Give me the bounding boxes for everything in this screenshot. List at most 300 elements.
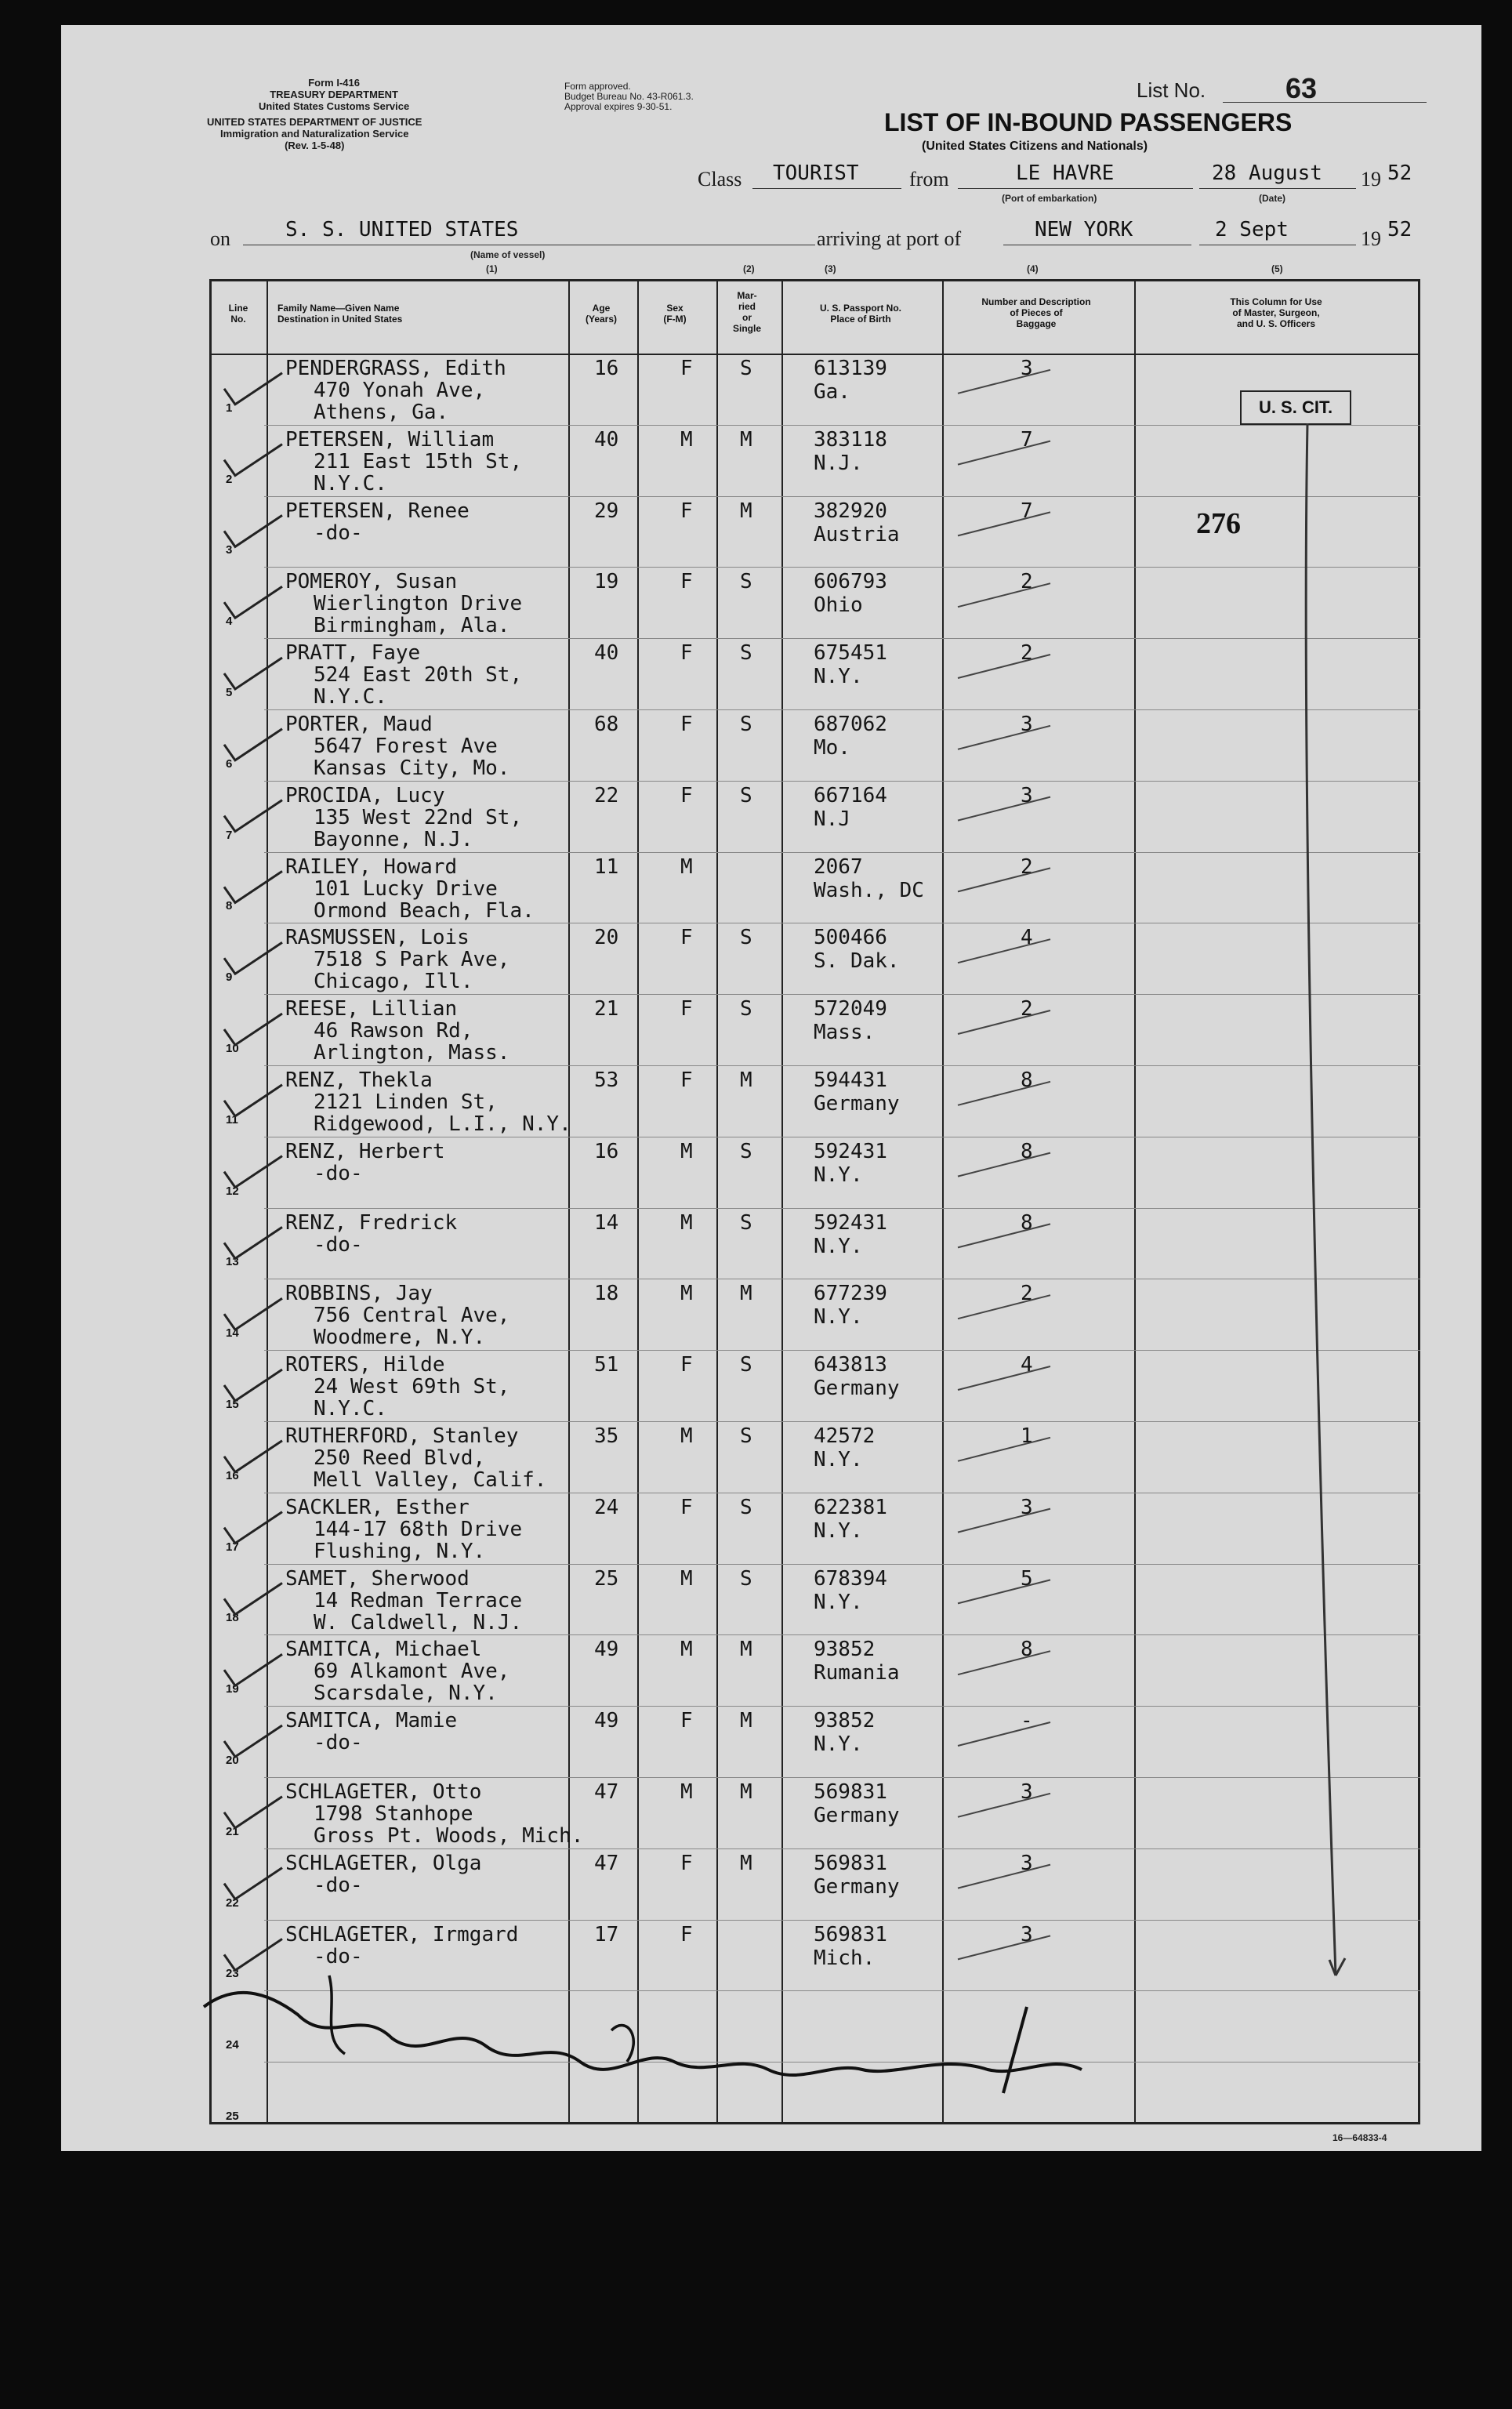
destination-line: Scarsdale, N.Y. xyxy=(314,1682,498,1705)
marital-status: M xyxy=(740,1282,752,1305)
age: 19 xyxy=(594,570,619,593)
col-header-text: Sex xyxy=(666,303,683,314)
row-divider xyxy=(264,2062,1420,2063)
passport-number: 500466 xyxy=(814,926,887,949)
baggage-count: 2 xyxy=(1021,641,1033,665)
age: 16 xyxy=(594,1140,619,1163)
baggage-count: 1 xyxy=(1021,1424,1033,1448)
sex: F xyxy=(680,926,693,949)
passport-number: 382920 xyxy=(814,499,887,523)
place-of-birth: N.J xyxy=(814,807,850,831)
baggage-count: 2 xyxy=(1021,997,1033,1021)
destination-line: 144-17 68th Drive xyxy=(314,1518,523,1541)
line-number: 23 xyxy=(226,1967,239,1980)
passport-number: 383118 xyxy=(814,428,887,452)
revision: (Rev. 1-5-48) xyxy=(285,140,345,151)
baggage-count: 4 xyxy=(1021,1353,1033,1377)
age: 14 xyxy=(594,1211,619,1235)
sex: F xyxy=(680,997,693,1021)
sex: F xyxy=(680,1353,693,1377)
passport-number: 93852 xyxy=(814,1638,876,1661)
col-header-text: of Master, Surgeon, xyxy=(1232,307,1320,318)
baggage-count: 8 xyxy=(1021,1068,1033,1092)
sex: F xyxy=(680,784,693,807)
marital-status: S xyxy=(740,713,752,736)
row-divider xyxy=(264,709,1420,710)
place-of-birth: Austria xyxy=(814,523,900,546)
destination-line: 470 Yonah Ave, xyxy=(314,379,486,402)
line-number: 13 xyxy=(226,1255,239,1268)
passenger-count: 276 xyxy=(1196,507,1241,540)
sex: F xyxy=(680,499,693,523)
destination-line: Wierlington Drive xyxy=(314,592,523,615)
page-subtitle: (United States Citizens and Nationals) xyxy=(922,140,1148,153)
col-header-text: (F-M) xyxy=(663,314,687,325)
justice-block xyxy=(207,116,422,151)
passport-number: 677239 xyxy=(814,1282,887,1305)
destination-line: 5647 Forest Ave xyxy=(314,735,498,758)
col-header-text: Place of Birth xyxy=(830,314,891,325)
class-value: TOURIST xyxy=(773,161,859,185)
arriving-label: arriving at port of xyxy=(817,227,962,250)
line-number: 12 xyxy=(226,1185,239,1198)
row-divider xyxy=(264,567,1420,568)
baggage-count: 8 xyxy=(1021,1140,1033,1163)
row-divider xyxy=(264,1920,1420,1921)
passport-number: 606793 xyxy=(814,570,887,593)
passenger-name: SCHLAGETER, Irmgard xyxy=(285,1923,519,1946)
sex: M xyxy=(680,1424,693,1448)
arrival-year: 52 xyxy=(1387,218,1412,241)
age: 35 xyxy=(594,1424,619,1448)
col-header-text: U. S. Passport No. xyxy=(819,303,902,314)
from-label: from xyxy=(909,168,949,190)
passenger-name: RAILEY, Howard xyxy=(285,855,458,879)
col-header-text: of Pieces of xyxy=(1010,307,1063,318)
row-divider xyxy=(264,1848,1420,1849)
baggage-count: 7 xyxy=(1021,499,1033,523)
passport-number: 613139 xyxy=(814,357,887,380)
row-divider xyxy=(264,638,1420,639)
col-header-text: and U. S. Officers xyxy=(1236,318,1316,329)
passport-number: 42572 xyxy=(814,1424,876,1448)
list-no-label: List No. xyxy=(1137,78,1206,102)
line-number: 3 xyxy=(226,543,233,557)
passport-number: 643813 xyxy=(814,1353,887,1377)
destination-line: N.Y.C. xyxy=(314,472,387,495)
line-number: 25 xyxy=(226,2110,239,2123)
approval-line: Approval expires 9-30-51. xyxy=(564,101,673,112)
col-header-text: Age xyxy=(592,303,611,314)
passenger-name: PETERSEN, William xyxy=(285,428,495,452)
col-header-text: Single xyxy=(732,323,761,334)
marital-status: S xyxy=(740,641,752,665)
age: 16 xyxy=(594,357,619,380)
form-number: Form I-416 xyxy=(308,77,360,89)
page-title: LIST OF IN-BOUND PASSENGERS xyxy=(884,108,1293,136)
marital-status: S xyxy=(740,1567,752,1591)
marital-status: S xyxy=(740,926,752,949)
age: 11 xyxy=(594,855,619,879)
line-number: 15 xyxy=(226,1398,239,1411)
destination-line: Ridgewood, L.I., N.Y. xyxy=(314,1112,571,1136)
age: 40 xyxy=(594,428,619,452)
place-of-birth: Wash., DC xyxy=(814,879,924,902)
passport-number: 687062 xyxy=(814,713,887,736)
marital-status: M xyxy=(740,499,752,523)
passenger-name: POMEROY, Susan xyxy=(285,570,458,593)
age: 18 xyxy=(594,1282,619,1305)
destination-line: 211 East 15th St, xyxy=(314,450,523,473)
baggage-count: 3 xyxy=(1021,1923,1033,1946)
marital-status: S xyxy=(740,1353,752,1377)
place-of-birth: Germany xyxy=(814,1092,900,1116)
line-number: 5 xyxy=(226,686,233,699)
destination-line: -do- xyxy=(314,1945,363,1968)
date-value: 28 August xyxy=(1212,161,1322,185)
sex: M xyxy=(680,855,693,879)
passenger-name: PENDERGRASS, Edith xyxy=(285,357,506,380)
col-header-text: or xyxy=(742,312,752,323)
passenger-name: SACKLER, Esther xyxy=(285,1496,470,1519)
col-header-text: (Years) xyxy=(585,314,618,325)
destination-line: N.Y.C. xyxy=(314,1397,387,1420)
row-divider xyxy=(264,852,1420,853)
baggage-count: 7 xyxy=(1021,428,1033,452)
justice-dept: UNITED STATES DEPARTMENT OF JUSTICE xyxy=(207,116,422,128)
destination-line: 24 West 69th St, xyxy=(314,1375,510,1399)
passport-number: 2067 xyxy=(814,855,863,879)
date-caption: (Date) xyxy=(1259,193,1286,204)
col-marker-3: (3) xyxy=(825,263,836,274)
place-of-birth: N.Y. xyxy=(814,1163,863,1187)
passenger-name: RASMUSSEN, Lois xyxy=(285,926,470,949)
customs-service: United States Customs Service xyxy=(259,100,410,112)
line-number: 4 xyxy=(226,615,233,628)
col-marker-5: (5) xyxy=(1271,263,1283,274)
passenger-name: SCHLAGETER, Olga xyxy=(285,1852,482,1875)
destination-line: -do- xyxy=(314,1874,363,1897)
baggage-count: 3 xyxy=(1021,357,1033,380)
destination-line: Athens, Ga. xyxy=(314,401,449,424)
baggage-count: 3 xyxy=(1021,1496,1033,1519)
age: 47 xyxy=(594,1780,619,1804)
col-header-text: Family Name—Given Name xyxy=(277,303,400,314)
passenger-name: SAMET, Sherwood xyxy=(285,1567,470,1591)
baggage-count: 8 xyxy=(1021,1211,1033,1235)
approval-line: Form approved. xyxy=(564,81,631,92)
vessel-caption: (Name of vessel) xyxy=(470,249,546,260)
arrival-date: 2 Sept xyxy=(1215,218,1289,241)
place-of-birth: Germany xyxy=(814,1377,900,1400)
age: 25 xyxy=(594,1567,619,1591)
marital-status: M xyxy=(740,428,752,452)
destination-line: -do- xyxy=(314,1162,363,1185)
col-header-name xyxy=(267,303,579,325)
passenger-name: PROCIDA, Lucy xyxy=(285,784,445,807)
place-of-birth: N.Y. xyxy=(814,1519,863,1543)
col-header-sex xyxy=(636,303,713,325)
passport-number: 622381 xyxy=(814,1496,887,1519)
marital-status: S xyxy=(740,997,752,1021)
ins-service: Immigration and Naturalization Service xyxy=(219,128,409,140)
year-value: 52 xyxy=(1387,161,1412,185)
col-marker-2: (2) xyxy=(743,263,755,274)
sex: M xyxy=(680,1638,693,1661)
age: 53 xyxy=(594,1068,619,1092)
destination-line: Mell Valley, Calif. xyxy=(314,1468,547,1492)
destination-line: 1798 Stanhope xyxy=(314,1802,473,1826)
line-number: 21 xyxy=(226,1825,239,1838)
marital-status: M xyxy=(740,1068,752,1092)
on-label: on xyxy=(210,227,230,250)
sex: M xyxy=(680,1567,693,1591)
destination-line: Flushing, N.Y. xyxy=(314,1540,486,1563)
passenger-name: REESE, Lillian xyxy=(285,997,458,1021)
passenger-name: RENZ, Thekla xyxy=(285,1068,433,1092)
approval-line: Budget Bureau No. 43-R061.3. xyxy=(564,91,694,102)
passport-number: 569831 xyxy=(814,1852,887,1875)
place-of-birth: Mass. xyxy=(814,1021,876,1044)
marital-status: S xyxy=(740,1211,752,1235)
destination-line: Bayonne, N.J. xyxy=(314,828,473,851)
line-number: 7 xyxy=(226,829,233,842)
col-header-officers xyxy=(1133,296,1419,329)
destination-line: 135 West 22nd St, xyxy=(314,806,523,829)
baggage-count: 2 xyxy=(1021,1282,1033,1305)
destination-line: 7518 S Park Ave, xyxy=(314,948,510,971)
age: 29 xyxy=(594,499,619,523)
col-header-baggage xyxy=(941,296,1132,329)
row-divider xyxy=(264,1564,1420,1565)
age: 17 xyxy=(594,1923,619,1946)
place-of-birth: N.J. xyxy=(814,452,863,475)
passport-number: 678394 xyxy=(814,1567,887,1591)
sex: M xyxy=(680,428,693,452)
line-number: 17 xyxy=(226,1540,239,1554)
marital-status: S xyxy=(740,1496,752,1519)
destination-line: Chicago, Ill. xyxy=(314,970,473,993)
passport-number: 667164 xyxy=(814,784,887,807)
col-header-text: Mar- xyxy=(737,290,757,301)
passport-number: 592431 xyxy=(814,1140,887,1163)
col-header-passport xyxy=(781,303,941,325)
marital-status: M xyxy=(740,1852,752,1875)
age: 51 xyxy=(594,1353,619,1377)
col-header-text: Destination in United States xyxy=(277,314,403,325)
col-header-line-no xyxy=(213,303,263,325)
sex: F xyxy=(680,570,693,593)
passenger-name: SCHLAGETER, Otto xyxy=(285,1780,482,1804)
marital-status: S xyxy=(740,1424,752,1448)
age: 68 xyxy=(594,713,619,736)
baggage-count: 3 xyxy=(1021,1852,1033,1875)
destination-line: 756 Central Ave, xyxy=(314,1304,510,1327)
passenger-name: RUTHERFORD, Stanley xyxy=(285,1424,519,1448)
year-prefix: 19 xyxy=(1361,168,1381,190)
marital-status: S xyxy=(740,357,752,380)
treasury-dept: TREASURY DEPARTMENT xyxy=(270,89,398,100)
footer-code: 16—64833-4 xyxy=(1333,2132,1387,2143)
sex: F xyxy=(680,641,693,665)
row-divider xyxy=(264,1421,1420,1422)
baggage-count: 5 xyxy=(1021,1567,1033,1591)
passenger-name: PETERSEN, Renee xyxy=(285,499,470,523)
baggage-count: 4 xyxy=(1021,926,1033,949)
place-of-birth: Germany xyxy=(814,1875,900,1899)
col-header-married xyxy=(715,290,779,334)
destination-line: Ormond Beach, Fla. xyxy=(314,899,535,923)
sex: F xyxy=(680,713,693,736)
row-divider xyxy=(264,1350,1420,1351)
row-divider xyxy=(264,1065,1420,1066)
place-of-birth: N.Y. xyxy=(814,1732,863,1756)
class-label: Class xyxy=(698,168,742,190)
place-of-birth: Mo. xyxy=(814,736,850,760)
approval-block xyxy=(564,82,694,112)
line-number: 9 xyxy=(226,970,233,984)
col-header-age xyxy=(567,303,635,325)
passport-number: 569831 xyxy=(814,1923,887,1946)
baggage-count: 3 xyxy=(1021,713,1033,736)
row-divider xyxy=(264,1706,1420,1707)
line-number: 16 xyxy=(226,1469,239,1482)
passport-number: 675451 xyxy=(814,641,887,665)
passport-number: 592431 xyxy=(814,1211,887,1235)
destination-line: 250 Reed Blvd, xyxy=(314,1446,486,1470)
row-divider xyxy=(264,1990,1420,1991)
line-number: 8 xyxy=(226,899,233,912)
sex: M xyxy=(680,1211,693,1235)
place-of-birth: Rumania xyxy=(814,1661,900,1685)
col-header-text: Number and Description xyxy=(981,296,1091,307)
line-number: 22 xyxy=(226,1896,239,1910)
col-marker-4: (4) xyxy=(1027,263,1039,274)
marital-status: S xyxy=(740,784,752,807)
arrival-year-prefix: 19 xyxy=(1361,227,1381,250)
age: 22 xyxy=(594,784,619,807)
port-caption: (Port of embarkation) xyxy=(1002,193,1097,204)
line-number: 24 xyxy=(226,2038,239,2052)
col-marker-1: (1) xyxy=(486,263,498,274)
vessel-name: S. S. UNITED STATES xyxy=(285,218,519,241)
from-value: LE HAVRE xyxy=(1016,161,1115,185)
destination-line: 14 Redman Terrace xyxy=(314,1589,523,1613)
passenger-name: SAMITCA, Mamie xyxy=(285,1709,458,1732)
line-number: 19 xyxy=(226,1682,239,1696)
sex: F xyxy=(680,1923,693,1946)
passport-number: 569831 xyxy=(814,1780,887,1804)
marital-status: M xyxy=(740,1638,752,1661)
place-of-birth: Mich. xyxy=(814,1946,876,1970)
sex: F xyxy=(680,1709,693,1732)
passenger-name: ROTERS, Hilde xyxy=(285,1353,445,1377)
passport-number: 93852 xyxy=(814,1709,876,1732)
baggage-count: 8 xyxy=(1021,1638,1033,1661)
destination-line: 524 East 20th St, xyxy=(314,663,523,687)
passenger-name: PRATT, Faye xyxy=(285,641,421,665)
sex: F xyxy=(680,357,693,380)
age: 40 xyxy=(594,641,619,665)
sex: M xyxy=(680,1282,693,1305)
destination-line: W. Caldwell, N.J. xyxy=(314,1611,523,1634)
place-of-birth: N.Y. xyxy=(814,1448,863,1471)
destination-line: 46 Rawson Rd, xyxy=(314,1019,473,1043)
sex: F xyxy=(680,1068,693,1092)
destination-line: 101 Lucky Drive xyxy=(314,877,498,901)
line-number: 11 xyxy=(226,1113,238,1126)
row-divider xyxy=(264,1777,1420,1778)
destination-line: Birmingham, Ala. xyxy=(314,614,510,637)
sex: M xyxy=(680,1140,693,1163)
line-number: 18 xyxy=(226,1611,239,1624)
row-divider xyxy=(264,496,1420,497)
destination-line: -do- xyxy=(314,1233,363,1257)
row-divider xyxy=(264,781,1420,782)
marital-status: M xyxy=(740,1780,752,1804)
baggage-count: 3 xyxy=(1021,784,1033,807)
passenger-name: RENZ, Herbert xyxy=(285,1140,445,1163)
passenger-name: ROBBINS, Jay xyxy=(285,1282,433,1305)
passenger-name: SAMITCA, Michael xyxy=(285,1638,482,1661)
sex: M xyxy=(680,1780,693,1804)
age: 20 xyxy=(594,926,619,949)
destination-line: 2121 Linden St, xyxy=(314,1090,498,1114)
destination-line: 69 Alkamont Ave, xyxy=(314,1660,510,1683)
row-divider xyxy=(264,1208,1420,1209)
col-header-text: ried xyxy=(738,301,756,312)
line-number: 10 xyxy=(226,1042,239,1055)
place-of-birth: Germany xyxy=(814,1804,900,1827)
place-of-birth: S. Dak. xyxy=(814,949,900,973)
place-of-birth: N.Y. xyxy=(814,1305,863,1329)
list-no-value: 63 xyxy=(1285,72,1318,104)
place-of-birth: Ohio xyxy=(814,593,863,617)
baggage-count: 2 xyxy=(1021,855,1033,879)
passport-number: 572049 xyxy=(814,997,887,1021)
destination-line: Kansas City, Mo. xyxy=(314,756,510,780)
age: 24 xyxy=(594,1496,619,1519)
row-divider xyxy=(264,425,1420,426)
sex: F xyxy=(680,1852,693,1875)
place-of-birth: Ga. xyxy=(814,380,850,404)
baggage-count: - xyxy=(1021,1709,1033,1732)
col-header-text: Line xyxy=(228,303,248,314)
col-header-text: Baggage xyxy=(1016,318,1057,329)
col-header-text: This Column for Use xyxy=(1230,296,1322,307)
destination-line: N.Y.C. xyxy=(314,685,387,709)
age: 49 xyxy=(594,1709,619,1732)
destination-line: Gross Pt. Woods, Mich. xyxy=(314,1824,584,1848)
row-divider xyxy=(264,1634,1420,1635)
place-of-birth: N.Y. xyxy=(814,665,863,688)
sex: F xyxy=(680,1496,693,1519)
age: 49 xyxy=(594,1638,619,1661)
line-number: 1 xyxy=(226,401,233,415)
line-number: 2 xyxy=(226,473,233,486)
destination-line: -do- xyxy=(314,521,363,545)
place-of-birth: N.Y. xyxy=(814,1591,863,1614)
baggage-count: 3 xyxy=(1021,1780,1033,1804)
destination-line: Arlington, Mass. xyxy=(314,1041,510,1065)
marital-status: S xyxy=(740,570,752,593)
passport-number: 594431 xyxy=(814,1068,887,1092)
marital-status: S xyxy=(740,1140,752,1163)
col-header-text: No. xyxy=(230,314,246,325)
baggage-count: 2 xyxy=(1021,570,1033,593)
destination-line: -do- xyxy=(314,1731,363,1754)
arrival-port: NEW YORK xyxy=(1035,218,1133,241)
